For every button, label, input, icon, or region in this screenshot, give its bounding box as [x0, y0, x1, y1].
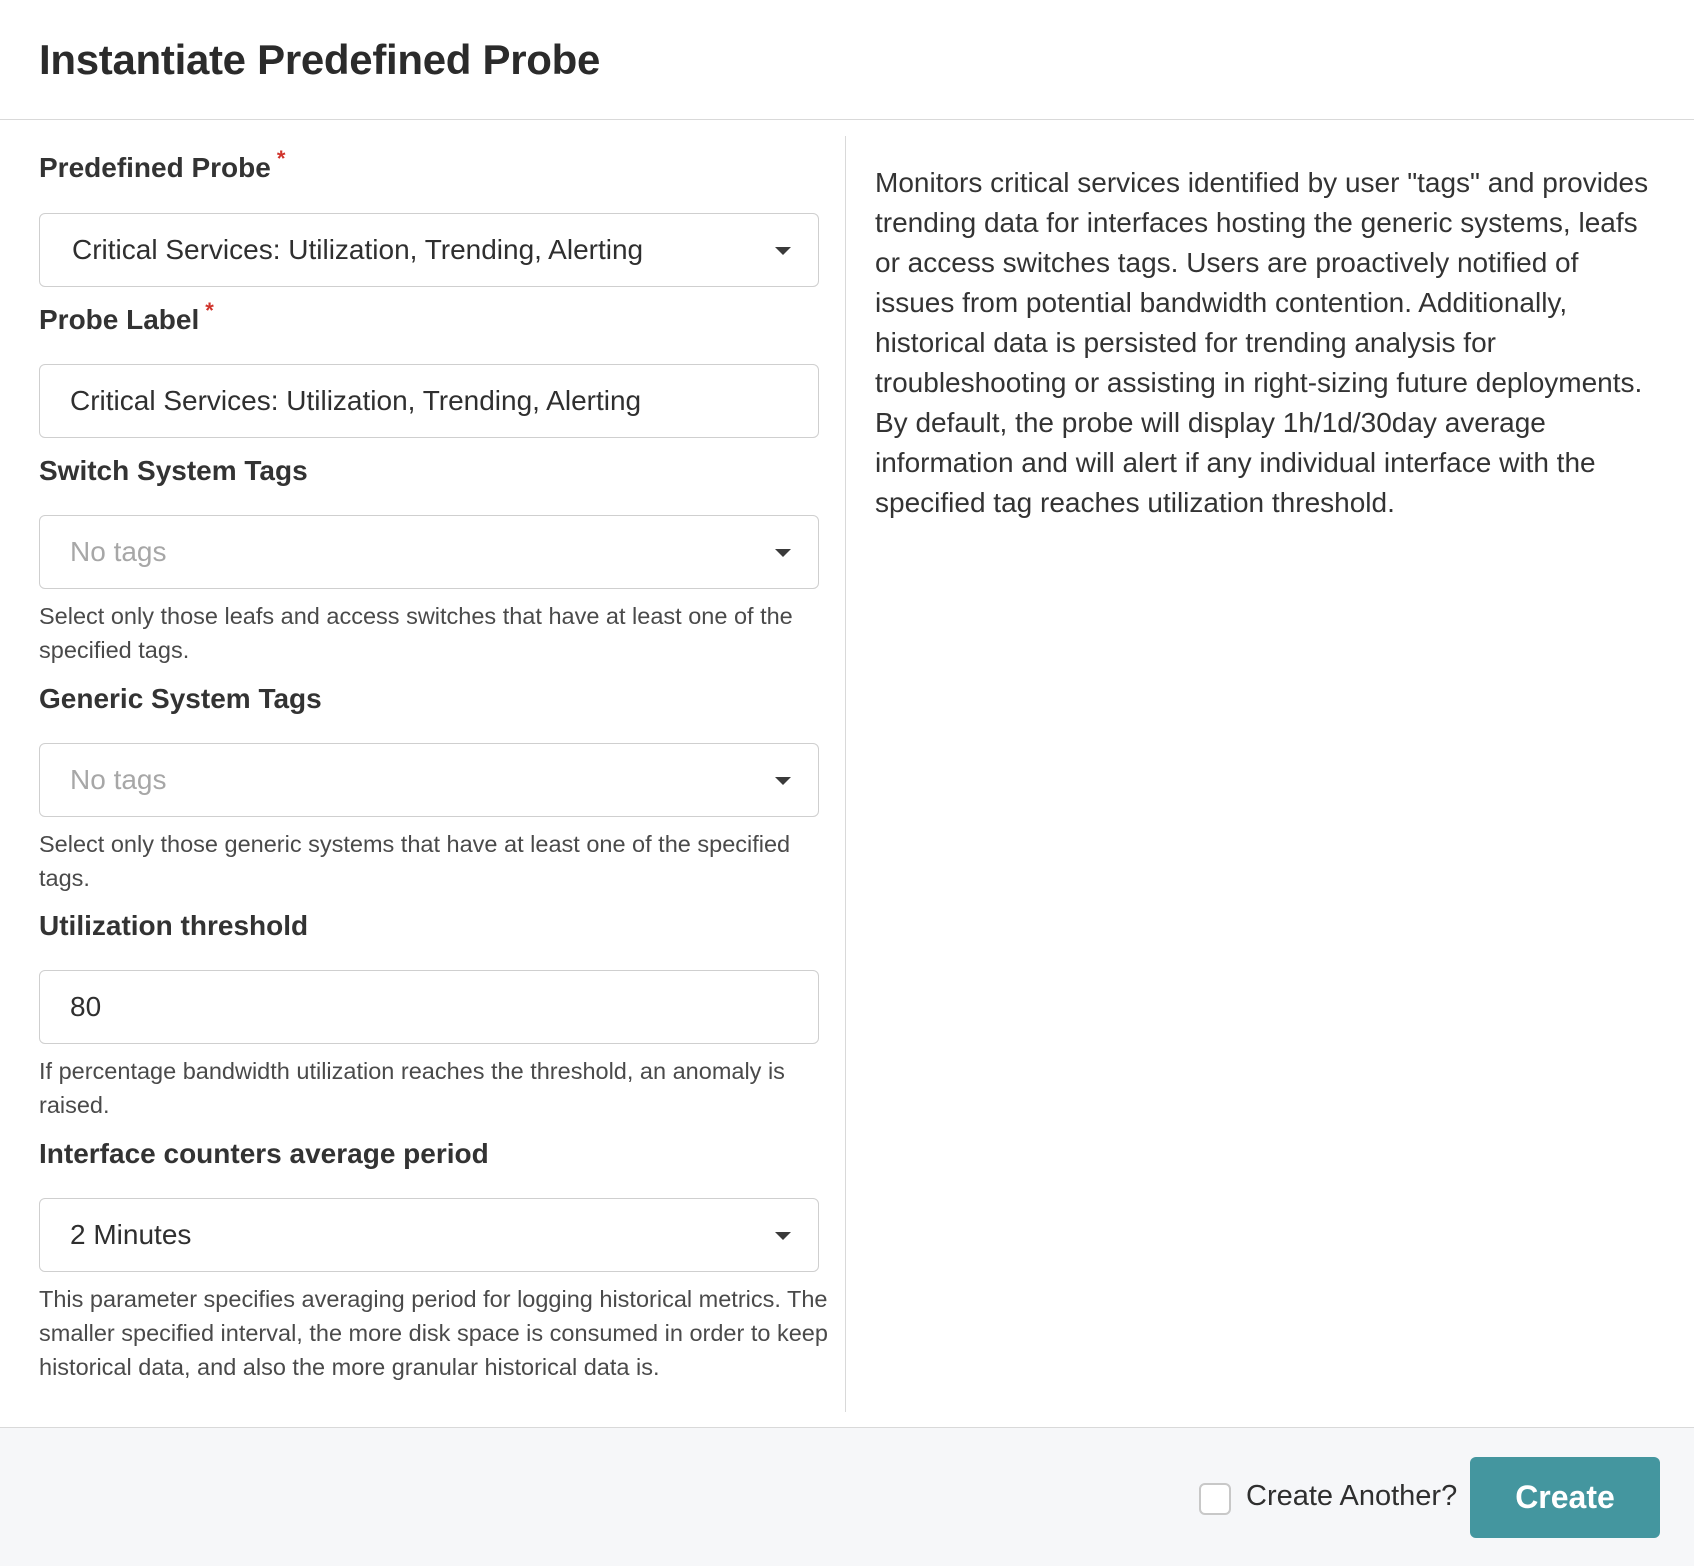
predefined-probe-label: [39, 146, 286, 184]
caret-down-icon: [775, 1232, 791, 1240]
predefined-probe-label-text: Predefined Probe: [39, 152, 271, 183]
caret-down-icon: [775, 777, 791, 785]
utilization-threshold-label: Utilization threshold: [39, 910, 309, 941]
utilization-threshold-help: If percentage bandwidth utilization reaches the threshold, an anomaly is raised.: [39, 1058, 785, 1118]
switch-system-tags-select[interactable]: [39, 515, 819, 589]
utilization-threshold-input[interactable]: [39, 970, 819, 1044]
dialog-header: [0, 0, 1694, 120]
dialog-title: Instantiate Predefined Probe: [39, 36, 601, 83]
generic-system-tags-placeholder: No tags: [70, 764, 167, 795]
predefined-probe-value: Critical Services: Utilization, Trending, Alerting: [72, 234, 644, 265]
generic-system-tags-help: Select only those generic systems that have at least one of the specified tags.: [39, 831, 791, 891]
probe-label-label-text: Probe Label: [39, 304, 200, 335]
create-another-label[interactable]: Create Another?: [1246, 1480, 1458, 1512]
average-period-help: This parameter specifies averaging period for logging historical metrics. The smaller specified interval, the more disk space is consumed in order to keep historical data, and also the more granular historical data is.: [39, 1286, 828, 1380]
generic-system-tags-select[interactable]: [39, 743, 819, 817]
utilization-threshold-value: 80: [70, 991, 102, 1022]
average-period-select[interactable]: [39, 1198, 819, 1272]
column-divider: [845, 136, 846, 1412]
dialog-footer: [0, 1427, 1694, 1566]
average-period-value: 2 Minutes: [70, 1219, 192, 1250]
switch-system-tags-label: Switch System Tags: [39, 455, 308, 486]
probe-label-input[interactable]: [39, 364, 819, 438]
switch-system-tags-help: Select only those leafs and access switches that have at least one of the specified tags.: [39, 603, 793, 663]
probe-description: Monitors critical services identified by user "tags" and provides trending data for interfaces hosting the generic systems, leafs or access switches tags. Users are proactively notified of issues from potential bandwidth contention. Additionally, historical data is persisted for trending analysis for troubleshooting or assisting in right-sizing future deployments. By default, the probe will display 1h/1d/30day average information and will alert if any individual interface with the specified tag reaches utilization threshold.: [875, 167, 1649, 518]
caret-down-icon: [775, 549, 791, 557]
generic-system-tags-label: Generic System Tags: [39, 683, 322, 714]
required-marker: *: [205, 298, 214, 323]
caret-down-icon: [775, 247, 791, 255]
switch-system-tags-placeholder: No tags: [70, 536, 167, 567]
predefined-probe-select[interactable]: [39, 213, 819, 287]
average-period-label: Interface counters average period: [39, 1138, 489, 1169]
probe-label-label: [39, 298, 214, 336]
required-marker: *: [276, 146, 286, 171]
create-button[interactable]: Create: [1470, 1457, 1660, 1538]
probe-label-value: Critical Services: Utilization, Trending, Alerting: [70, 385, 642, 416]
create-another-checkbox[interactable]: [1199, 1483, 1231, 1515]
